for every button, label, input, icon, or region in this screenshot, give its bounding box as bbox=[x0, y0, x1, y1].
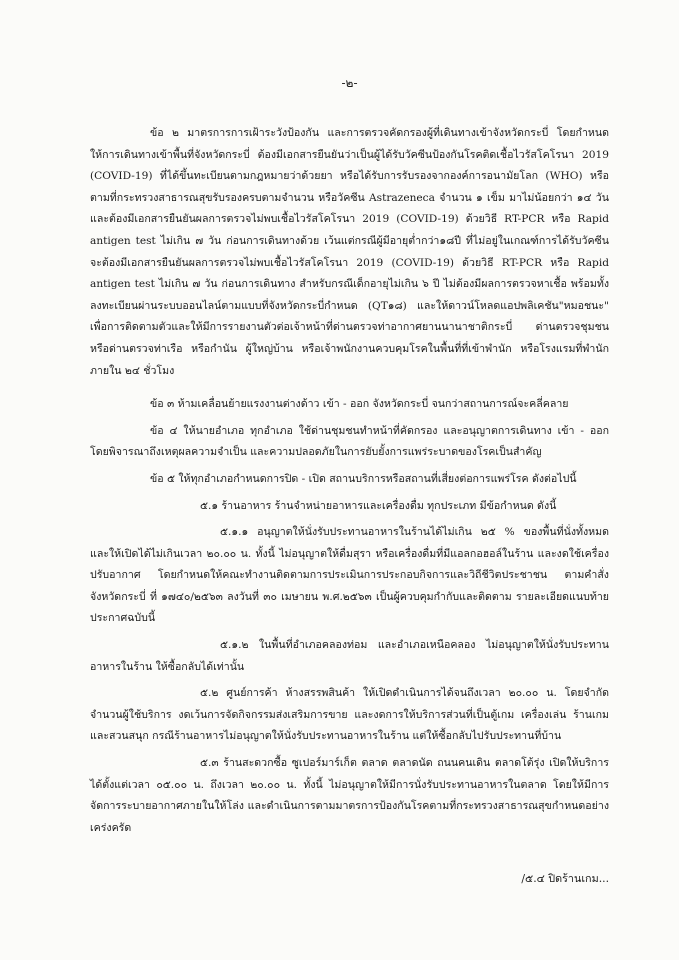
clause-5-2-paragraph: ๕.๒ ศูนย์การค้า ห้างสรรพสินค้า ให้เปิดดำเนินการได้จนถึงเวลา ๒๐.๐๐ น. โดยจำกัดจำนวนผู้ใช้บริการ งดเว้นการจัดกิจกรรมส่งเสริมการขาย และงดการให้บริการส่วนที่เป็นตู้เกม เครื่องเล่น ร้านเกมและสวนสนุก กรณีร้านอาหารไม่อนุญาตให้นั่งรับประทานอาหารในร้าน แต่ให้ซื้อกลับไปรับประทานที่บ้าน bbox=[90, 687, 609, 743]
page-number: -๒- bbox=[341, 76, 358, 90]
clause-5-1-paragraph: ๕.๑ ร้านอาหาร ร้านจำหน่ายอาหารและเครื่องดื่ม ทุกประเภท มีข้อกำหนด ดังนี้ bbox=[200, 499, 557, 512]
clause-5-1-1-paragraph: ๕.๑.๑ อนุญาตให้นั่งรับประทานอาหารในร้านได้ไม่เกิน ๒๕ % ของพื้นที่นั่งทั้งหมด และให้เปิดได้ไม่เกินเวลา ๒๐.๐๐ น. ทั้งนี้ ไม่อนุญาตให้ดื่มสุรา หรือเครื่องดื่มที่มีแอลกอฮอล์ในร้าน และงดใช้เครื่องปรับอากาศ โดยกำหนดให้คณะทำงานติดตามการประเมินการประกอบกิจการและวิถีชีวิตประชาชน ตามคำสั่งจังหวัดกระบี่ ที่ ๑๗๔๐/๒๕๖๓ ลงวันที่ ๓๐ เมษายน พ.ศ.๒๕๖๓ เป็นผู้ควบคุมกำกับและติดตาม รายละเอียดแนบท้ายประกาศฉบับนี้ bbox=[90, 526, 609, 625]
continuation-note: /๕.๔ ปิดร้านเกม... bbox=[521, 872, 609, 885]
clause-5-paragraph: ข้อ ๕ ให้ทุกอำเภอกำหนดการปิด - เปิด สถานบริการหรือสถานที่เสี่ยงต่อการแพร่โรค ดังต่อไปนี้ bbox=[150, 472, 577, 485]
clause-4-paragraph: ข้อ ๔ ให้นายอำเภอ ทุกอำเภอ ใช้ด่านชุมชนทำหน้าที่คัดกรอง และอนุญาตการเดินทาง เข้า - ออก โดยพิจารณาถึงเหตุผลความจำเป็น และความปลอดภัยในการยับยั้งการแพร่ระบาดของโรคเป็นสำคัญ bbox=[90, 424, 609, 459]
clause-2-paragraph: ข้อ ๒ มาตรการการเฝ้าระวังป้องกัน และการตรวจคัดกรองผู้ที่เดินทางเข้าจังหวัดกระบี่ โดยกำหนดให้การเดินทางเข้าพื้นที่จังหวัดกระบี่ ต้องมีเอกสารยืนยันว่าเป็นผู้ได้รับวัคซีนป้องกันโรคติดเชื้อไวรัสโคโรนา 2019 (COVID-19) ที่ได้ขึ้นทะเบียนตามกฎหมายว่าด้วยยา หรือได้รับการรับรองจากองค์การอนามัยโลก (WHO) หรือตามที่กระทรวงสาธารณสุขรับรองครบตามจำนวน หรือวัคซีน Astrazeneca จำนวน ๑ เข็ม มาไม่น้อยกว่า ๑๔ วัน และต้องมีเอกสารยืนยันผลการตรวจไม่พบเชื้อไวรัสโคโรนา 2019 (COVID-19) ด้วยวิธี RT-PCR หรือ Rapid antigen test ไม่เกิน ๗ วัน ก่อนการเดินทางด้วย เว้นแต่กรณีผู้มีอายุต่ำกว่า๑๘ปี ที่ไม่อยู่ในเกณฑ์การได้รับวัคซีน จะต้องมีเอกสารยืนยันผลการตรวจไม่พบเชื้อไวรัสโคโรนา 2019 (COVID-19) ด้วยวิธี RT-PCR หรือ Rapid antigen test ไม่เกิน ๗ วัน ก่อนการเดินทาง สำหรับกรณีเด็กอายุไม่เกิน ๖ ปี ไม่ต้องมีผลการตรวจหาเชื้อ พร้อมทั้งลงทะเบียนผ่านระบบออนไลน์ตามแบบที่จังหวัดกระบี่กำหนด (QT๑๘) และให้ดาวน์โหลดแอปพลิเคชัน"หมอชนะ" เพื่อการติดตามตัวและให้มีการรายงานตัวต่อเจ้าหน้าที่ด่านตรวจท่าอากาศยานนานาชาติกระบี่ ด่านตรวจชุมชน หรือด่านตรวจท่าเรือ หรือกำนัน ผู้ใหญ่บ้าน หรือเจ้าพนักงานควบคุมโรคในพื้นที่ที่เข้าพำนัก หรือโรงแรมที่พำนัก ภายใน ๒๔ ชั่วโมง bbox=[90, 127, 609, 377]
clause-5-3-paragraph: ๕.๓ ร้านสะดวกซื้อ ซูเปอร์มาร์เก็ต ตลาด ตลาดนัด ถนนคนเดิน ตลาดโต้รุ่ง เปิดให้บริการได้ตั้งแต่เวลา ๐๕.๐๐ น. ถึงเวลา ๒๐.๐๐ น. ทั้งนี้ ไม่อนุญาตให้มีการนั่งรับประทานอาหารในตลาด โดยให้มีการจัดการระบายอากาศภายในให้โล่ง และดำเนินการตามมาตรการป้องกันโรคตามที่กระทรวงสาธารณสุขกำหนดอย่างเคร่งครัด bbox=[90, 757, 609, 834]
clause-3-paragraph: ข้อ ๓ ห้ามเคลื่อนย้ายแรงงานต่างด้าว เข้า - ออก จังหวัดกระบี่ จนกว่าสถานการณ์จะคลี่คลาย bbox=[150, 398, 569, 411]
clause-5-1-2-paragraph: ๕.๑.๒ ในพื้นที่อำเภอคลองท่อม และอำเภอเหนือคลอง ไม่อนุญาตให้นั่งรับประทานอาหารในร้าน ให้ซื้อกลับได้เท่านั้น bbox=[90, 639, 609, 673]
